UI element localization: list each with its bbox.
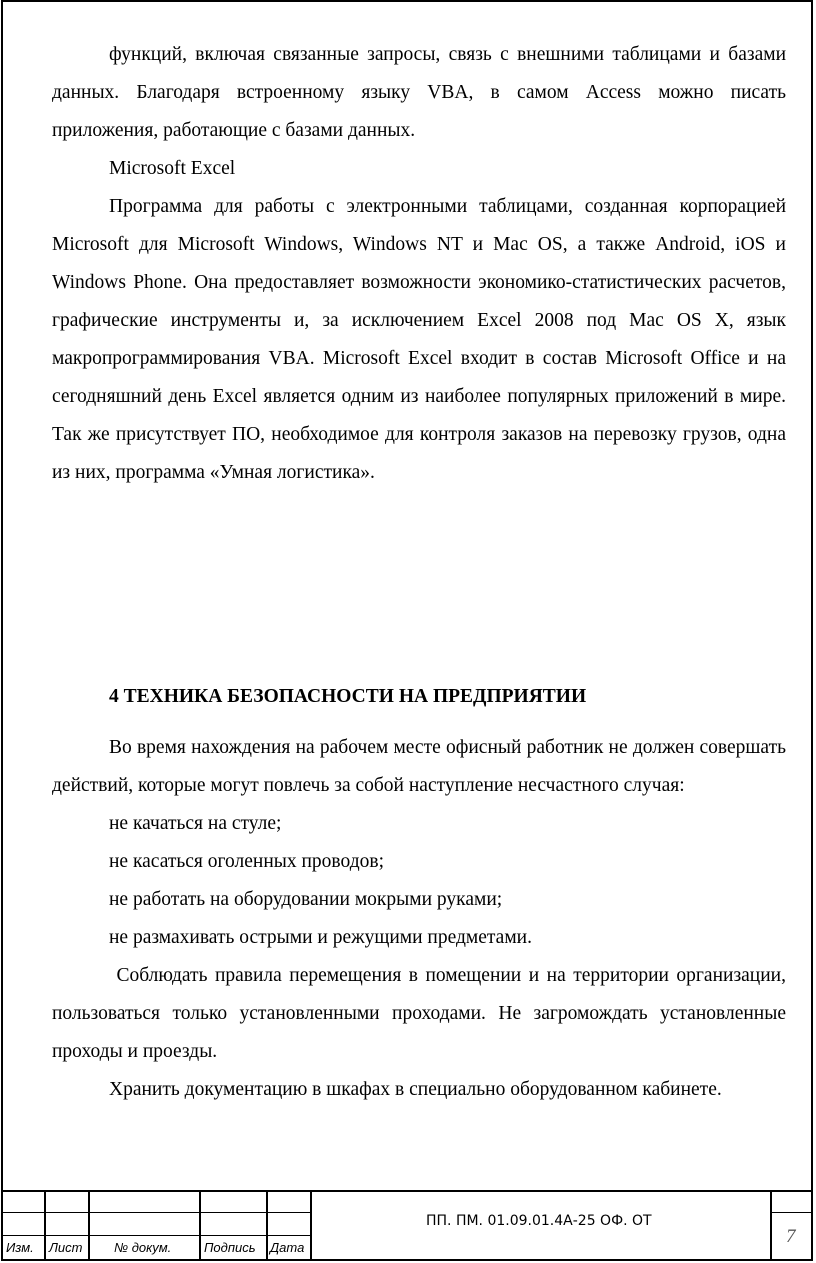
list-item: не работать на оборудовании мокрыми руками; — [109, 889, 503, 910]
stamp-label-sign: Подпись — [204, 1240, 256, 1255]
stamp-label-doc: № докум. — [114, 1240, 172, 1255]
paragraph-excel-description: Программа для работы с электронными таблицами, созданная корпорацией Microsoft для Microsoft Windows, Windows NT и Mac OS, а также Android, iOS и Windows Phone. Она предоставляет возможности экономико-статистических расчетов, графические инструменты и, за исключением Excel 2008 под Mac OS X, язык макропрограммирования VBA. Microsoft Excel входит в состав Microsoft Office и на сегодняшний день Excel является одним из наиболее популярных приложений в мире. Так же присутствует ПО, необходимое для контроля заказов на перевозку грузов, одна из них, программа «Умная логистика». — [52, 196, 786, 483]
paragraph-safety-intro: Во время нахождения на рабочем месте офисный работник не должен совершать действий, которые могут повлечь за собой наступление несчастного случая: — [52, 737, 786, 796]
text-block-top — [52, 36, 786, 492]
list-item: не размахивать острыми и режущими предметами. — [109, 927, 532, 948]
text-block-safety — [52, 729, 791, 1109]
paragraph-documentation: Хранить документацию в шкафах в специально оборудованном кабинете. — [109, 1079, 722, 1100]
paragraph-access: функций, включая связанные запросы, связь с внешними таблицами и базами данных. Благодаря встроенному языку VBA, в самом Access можно писать приложения, работающие с базами данных. — [52, 44, 786, 141]
stamp-label-list: Лист — [49, 1240, 83, 1255]
stamp-label-date: Дата — [270, 1240, 305, 1255]
stamp-label-izm: Изм. — [6, 1240, 34, 1255]
section-heading: 4 ТЕХНИКА БЕЗОПАСНОСТИ НА ПРЕДПРИЯТИИ — [109, 686, 587, 707]
sheet-number: 7 — [786, 1226, 796, 1247]
document-code: ПП. ПМ. 01.09.01.4А-25 ОФ. ОТ — [426, 1213, 652, 1229]
list-item: не качаться на стуле; — [109, 813, 282, 834]
paragraph-movement-rules: Соблюдать правила перемещения в помещении и на территории организации, пользоваться только установленными проходами. Не загромождать установленные проходы и проезды. — [52, 965, 791, 1062]
paragraph-excel-title: Microsoft Excel — [109, 158, 236, 179]
list-item: не касаться оголенных проводов; — [109, 851, 384, 872]
